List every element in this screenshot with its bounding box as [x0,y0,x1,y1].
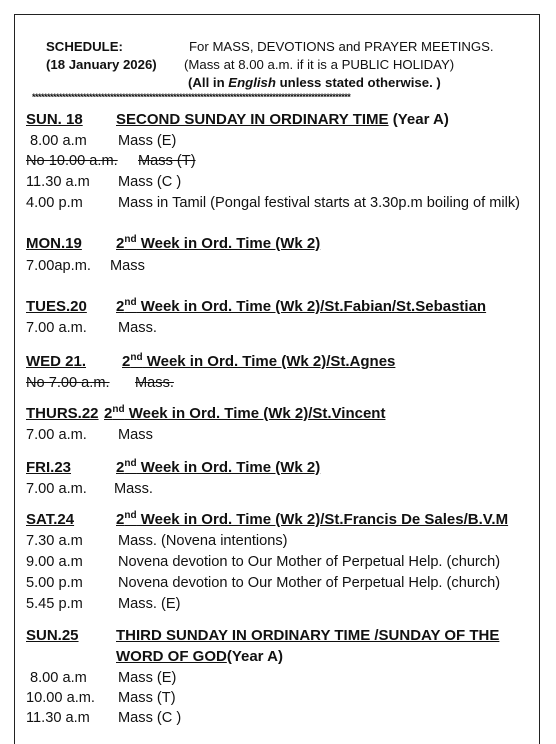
day-label: FRI.23 [26,459,72,476]
ordinal-number: 2 [116,298,125,315]
ordinal-suffix: nd [124,510,137,521]
day-label: THURS.22 [26,405,99,422]
entry-time: 11.30 a.m [26,710,90,726]
entry-desc: Mass (T) [138,153,196,169]
ordinal-suffix: nd [124,234,137,245]
entry-time: 7.30 a.m [26,533,83,549]
day-heading-sun-25-line-2 [116,647,283,667]
day-title-text: Week in Ord. Time (Wk 2)/St.Agnes [142,353,396,370]
day-title [116,511,508,528]
day-title [122,353,395,370]
day-heading-sun-18 [26,110,449,130]
ordinal-number: 2 [116,235,125,252]
day-title-text: Week in Ord. Time (Wk 2)/St.Francis De Sales/B.V.M [136,511,509,528]
header-line-2: (Mass at 8.00 a.m. if it is a PUBLIC HOLIDAY) [184,57,455,72]
day-title-text: Week in Ord. Time (Wk 2) [136,235,321,252]
day-heading-sun-25 [26,626,499,646]
entry-desc: Mass. [118,320,157,336]
day-title [104,405,385,422]
day-heading-thurs-22 [26,404,385,424]
day-label: SAT.24 [26,511,75,528]
ordinal-suffix: nd [124,297,137,308]
entry-time: 11.30 a.m [26,174,90,190]
entry-time: 7.00ap.m. [26,258,91,274]
day-label: SUN.25 [26,627,79,644]
header-line-3-pre: (All in [188,75,229,90]
day-title: SECOND SUNDAY IN ORDINARY TIME [116,111,389,128]
day-title-suffix: (Year A) [226,648,283,665]
header-line-3-language: English [228,75,276,90]
entry-desc: Novena devotion to Our Mother of Perpetual Help. (church) [118,554,501,570]
header-line-1: For MASS, DEVOTIONS and PRAYER MEETINGS. [189,39,494,54]
ordinal-number: 2 [122,353,131,370]
entry-desc: Novena devotion to Our Mother of Perpetual Help. (church) [118,575,501,591]
ordinal-suffix: nd [130,352,143,363]
day-title-text: Week in Ord. Time (Wk 2)/St.Fabian/St.Sebastian [136,298,487,315]
entry-time: 4.00 p.m [26,195,83,211]
entry-time: 8.00 a.m [30,670,87,686]
day-title [116,459,320,476]
entry-desc: Mass. [135,375,174,391]
day-title [116,235,320,252]
entry-desc: Mass (T) [118,690,176,706]
entry-desc: Mass (C ) [118,710,182,726]
entry-time: 5.45 p.m [26,596,83,612]
entry-time: No 10.00 a.m. [26,153,118,169]
day-title-suffix: (Year A) [388,111,449,128]
entry-desc: Mass [110,258,145,274]
entry-desc: Mass [118,427,153,443]
divider-asterisks: ********************************************************************************************************** [32,92,351,102]
day-title: THIRD SUNDAY IN ORDINARY TIME /SUNDAY OF THE [116,627,500,644]
day-label: MON.19 [26,235,82,252]
header-line-3-post: unless stated otherwise. ) [275,75,441,90]
day-title-text: Week in Ord. Time (Wk 2)/St.Vincent [124,405,386,422]
entry-desc: Mass. (Novena intentions) [118,533,288,549]
day-heading-tues-20 [26,297,486,317]
entry-time: 7.00 a.m. [26,427,87,443]
ordinal-suffix: nd [124,458,137,469]
entry-time: 7.00 a.m. [26,481,87,497]
day-label: SUN. 18 [26,111,83,128]
entry-time: No 7.00 a.m. [26,375,110,391]
ordinal-number: 2 [104,405,113,422]
ordinal-suffix: nd [112,404,125,415]
day-heading-sat-24 [26,510,508,530]
day-label: WED 21. [26,353,87,370]
day-heading-mon-19 [26,234,320,254]
day-heading-wed-21 [26,352,395,372]
entry-desc: Mass. (E) [118,596,181,612]
entry-time: 8.00 a.m [30,133,87,149]
entry-desc: Mass. [114,481,153,497]
entry-desc: Mass in Tamil (Pongal festival starts at 3.30p.m boiling of milk) [118,195,521,211]
schedule-label: SCHEDULE: [46,39,123,54]
entry-time: 10.00 a.m. [26,690,95,706]
entry-desc: Mass (C ) [118,174,182,190]
header-line-3 [188,74,441,92]
day-heading-fri-23 [26,458,320,478]
schedule-date: (18 January 2026) [46,57,157,72]
day-title [116,298,486,315]
ordinal-number: 2 [116,511,125,528]
entry-desc: Mass (E) [118,670,177,686]
day-title-text: Week in Ord. Time (Wk 2) [136,459,321,476]
day-title-continued: WORD OF GOD [116,648,227,665]
entry-time: 5.00 p.m [26,575,83,591]
entry-desc: Mass (E) [118,133,177,149]
ordinal-number: 2 [116,459,125,476]
entry-time: 7.00 a.m. [26,320,87,336]
entry-time: 9.00 a.m [26,554,83,570]
day-label: TUES.20 [26,298,87,315]
